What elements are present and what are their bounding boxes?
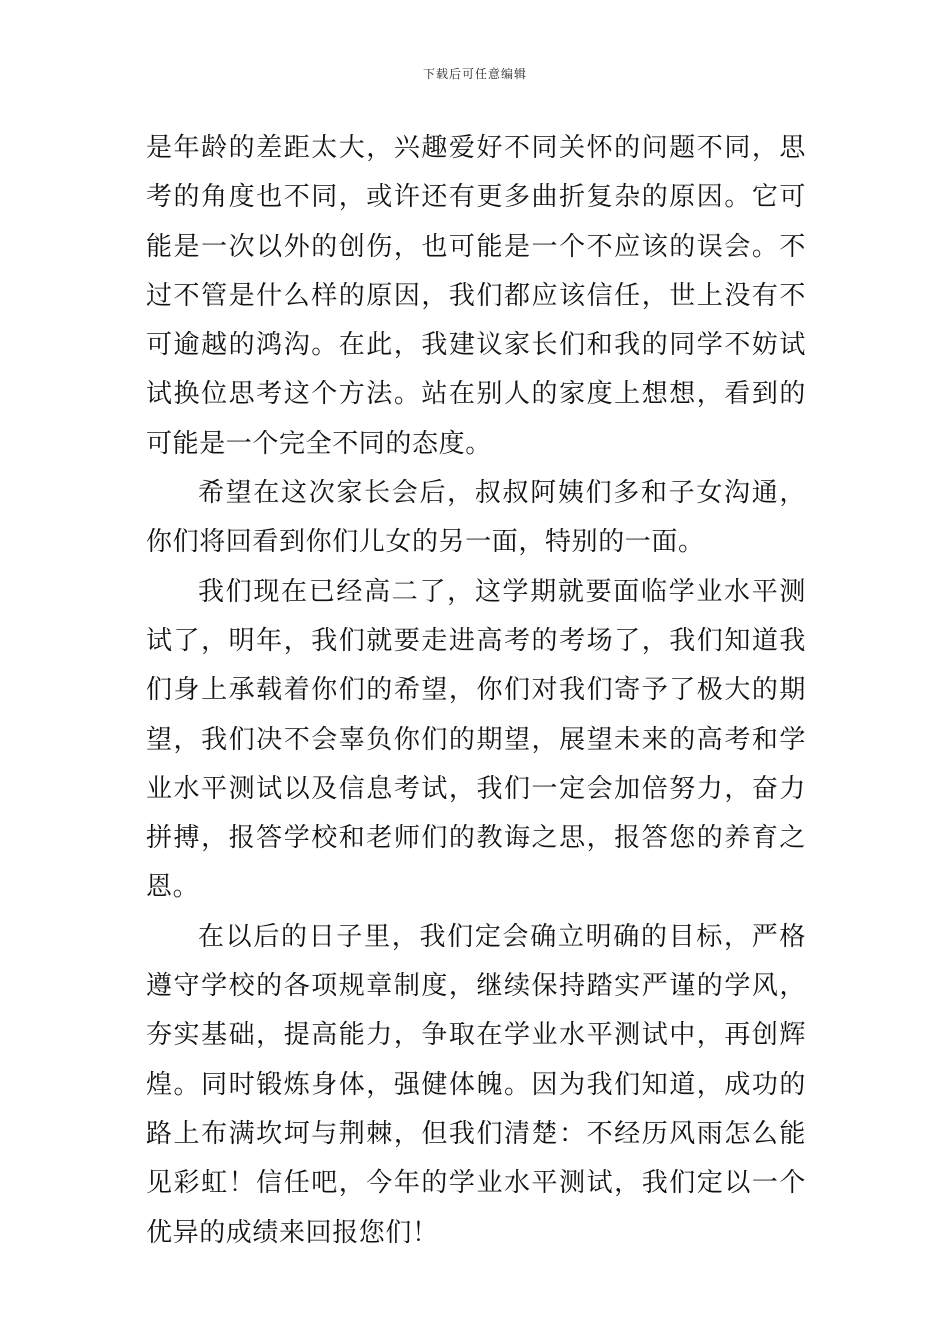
paragraph: 我们现在已经高二了，这学期就要面临学业水平测试了，明年，我们就要走进高考的考场了，我们知道我们身上承载着你们的希望，你们对我们寄予了极大的期望，我们决不会辜负你们的期望，展望未来的高考和学业水平测试以及信息考试，我们一定会加倍努力，奋力拼搏，报答学校和老师们的教诲之思，报答您的养育之恩。 — [146, 576, 806, 903]
paragraph: 在以后的日子里，我们定会确立明确的目标，严格遵守学校的各项规章制度，继续保持踏实严谨的学风，夯实基础，提高能力，争取在学业水平测试中，再创辉煌。同时锻炼身体，强健体魄。因为我们知道，成功的路上布满坎坷与荆棘，但我们清楚：不经历风雨怎么能见彩虹！信任吧，今年的学业水平测试，我们定以一个优异的成绩来回报您们！ — [146, 921, 806, 1248]
document-body — [146, 124, 806, 1258]
header-note: 下载后可任意编辑 — [422, 67, 527, 81]
paragraph: 希望在这次家长会后，叔叔阿姨们多和子女沟通，你们将回看到你们儿女的另一面，特别的一面。 — [146, 478, 806, 558]
paragraph-continued: 是年龄的差距太大，兴趣爱好不同关怀的问题不同，思考的角度也不同，或许还有更多曲折复杂的原因。它可能是一次以外的创伤，也可能是一个不应该的误会。不过不管是什么样的原因，我们都应该信任，世上没有不可逾越的鸿沟。在此，我建议家长们和我的同学不妨试试换位思考这个方法。站在别人的家度上想想，看到的可能是一个完全不同的态度。 — [146, 133, 806, 459]
